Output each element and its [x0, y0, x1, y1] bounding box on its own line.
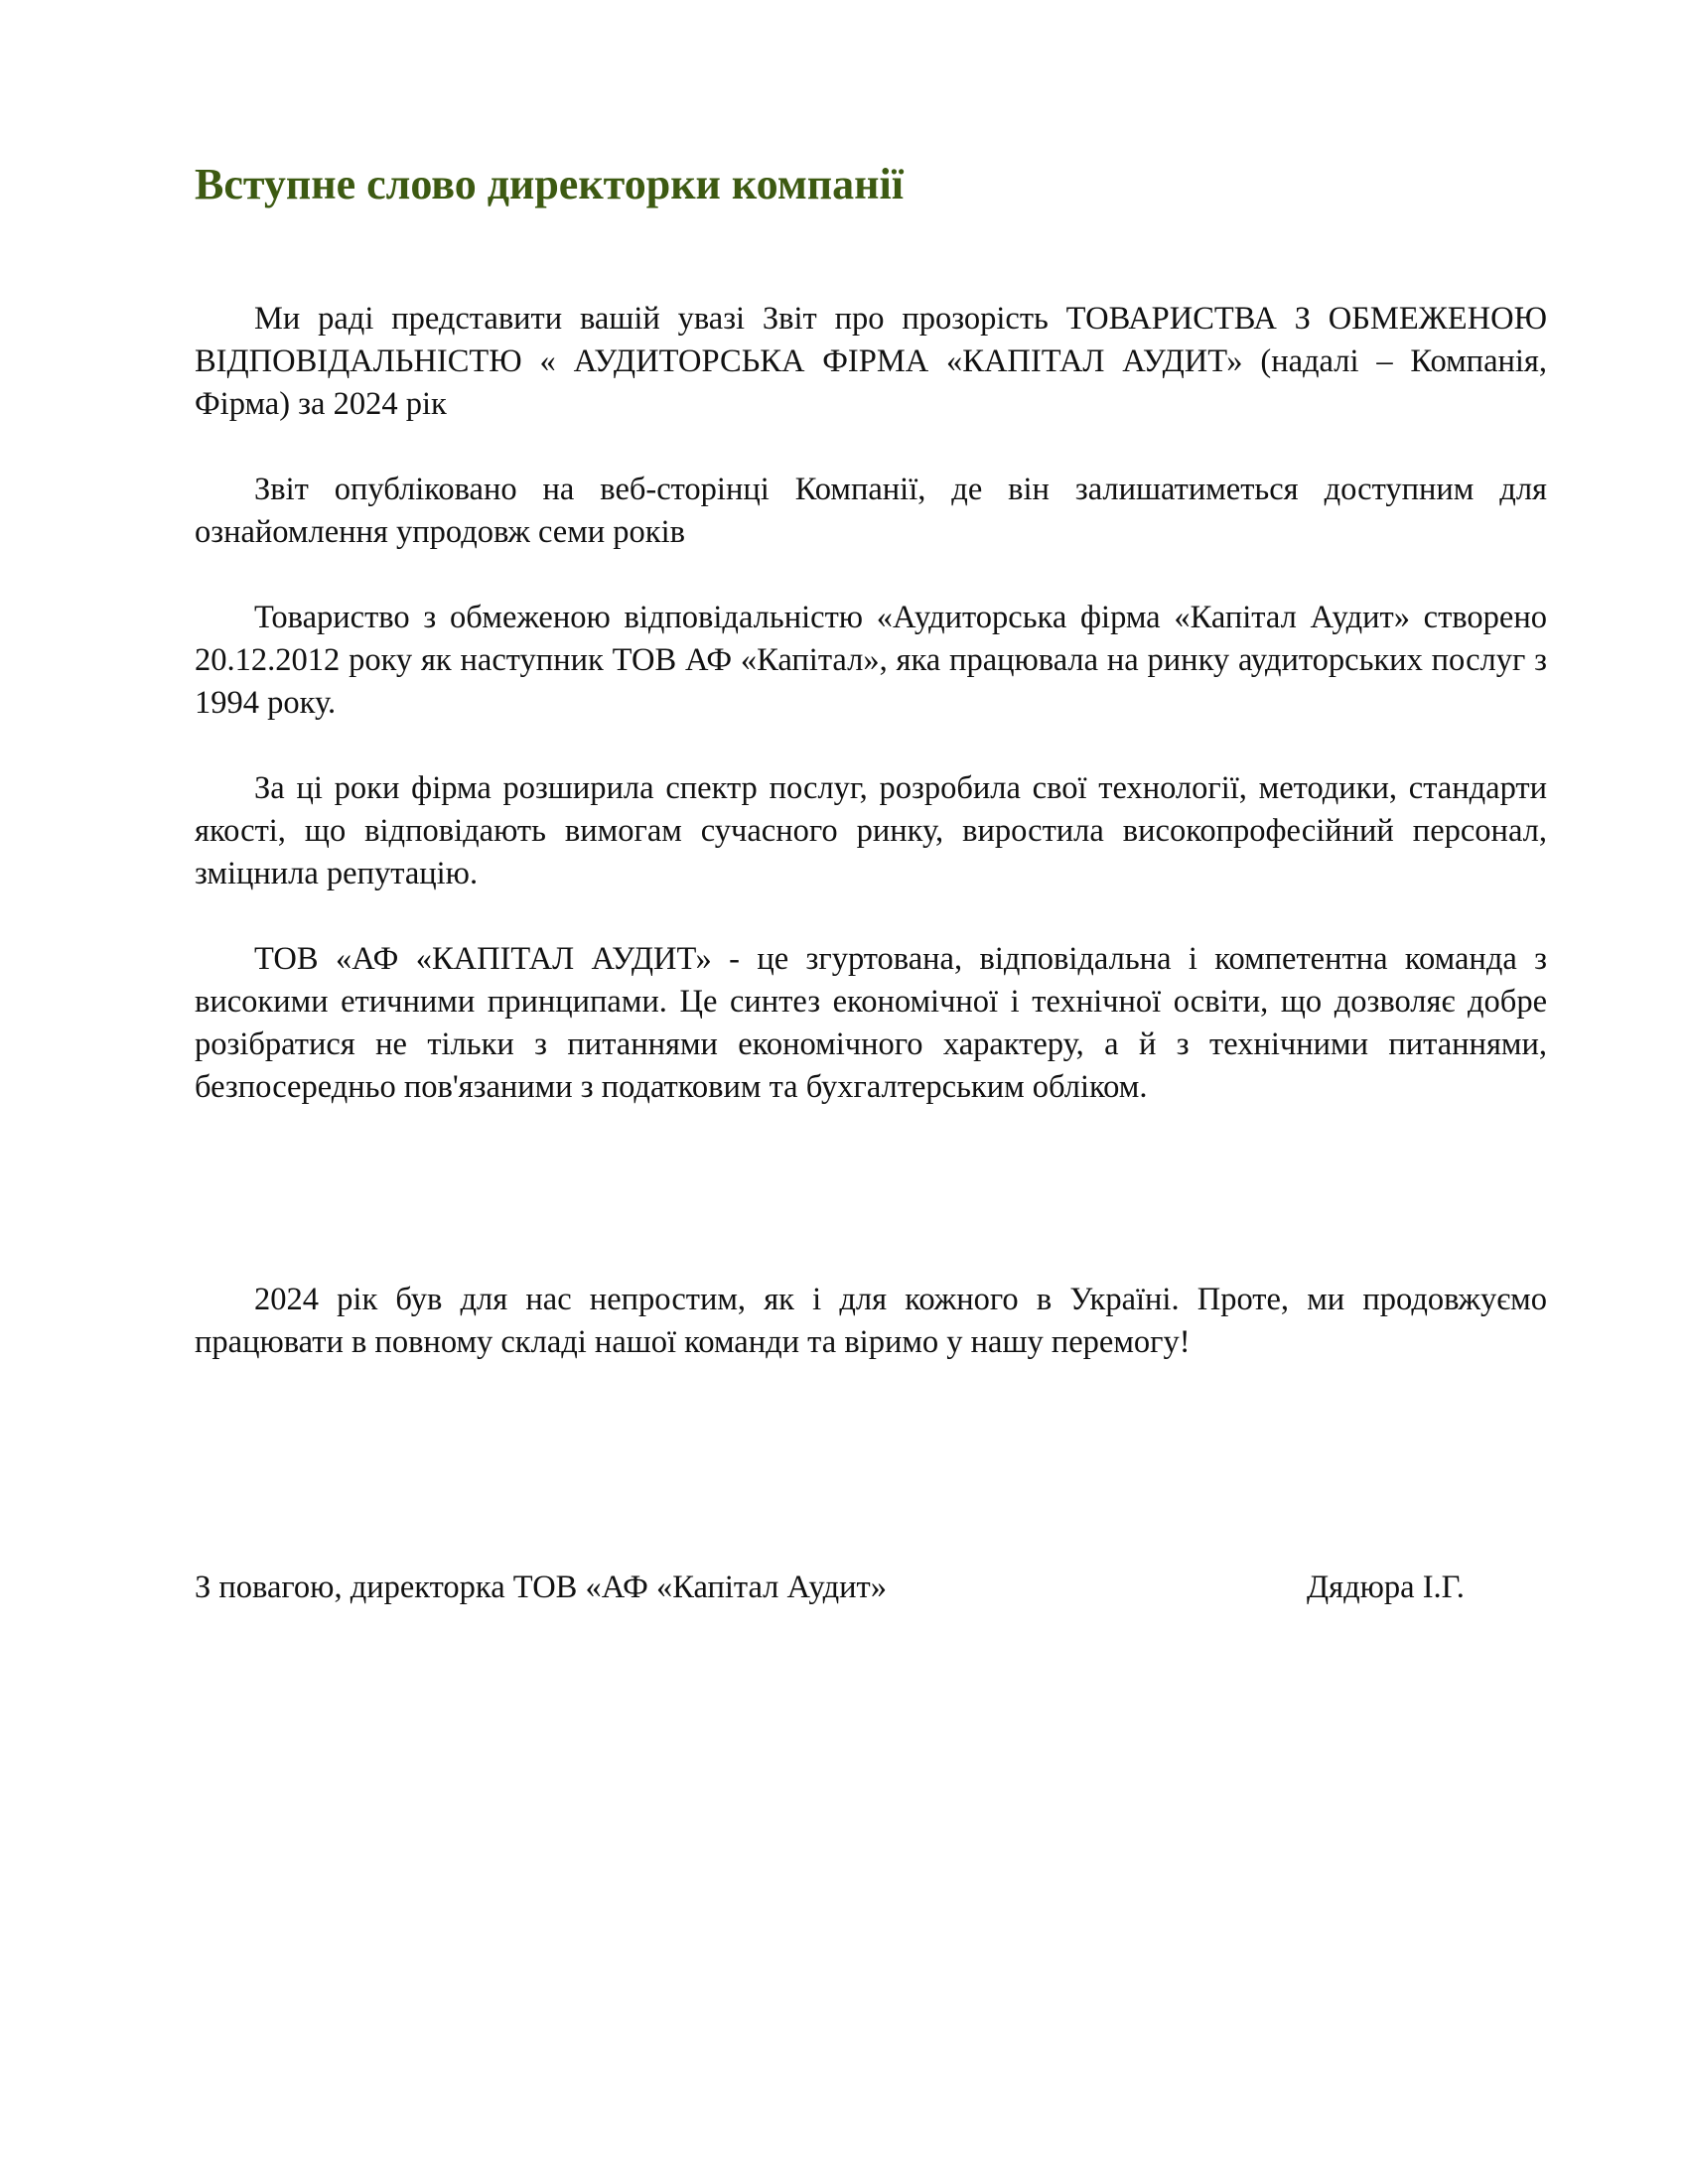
- closing-body: [195, 1279, 1547, 1407]
- paragraph-publication: Звіт опубліковано на веб-сторінці Компанії, де він залишатиметься доступним для ознайомлення упродовж семи років: [195, 472, 1547, 550]
- signature-regards: З повагою, директорка ТОВ «АФ «Капітал Аудит»: [195, 1570, 887, 1605]
- page-title: Вступне слово директорки компанії: [195, 160, 904, 208]
- paragraph-company-history: Товариство з обмеженою відповідальністю «Аудиторська фірма «Капітал Аудит» створено 20.12.2012 року як наступник ТОВ АФ «Капітал», яка працювала на ринку аудиторських послуг з 1994 року.: [195, 600, 1547, 721]
- paragraph-team: ТОВ «АФ «КАПІТАЛ АУДИТ» - це згуртована, відповідальна і компетентна команда з високими етичними принципами. Це синтез економічної і технічної освіти, що дозволяє добре розібратися не тільки з питаннями економічного характеру, а й з технічними питаннями, безпосередньо пов'язаними з податковим та бухгалтерським обліком.: [195, 941, 1547, 1105]
- paragraph-development: За ці роки фірма розширила спектр послуг, розробила свої технології, методики, стандарти якості, що відповідають вимогам сучасного ринку, виростила високопрофесійний персонал, зміцнила репутацію.: [195, 770, 1547, 891]
- signature-name: Дядюра І.Г.: [1307, 1570, 1465, 1605]
- paragraph-report-intro: Ми раді представити вашій увазі Звіт про прозорість ТОВАРИСТВА З ОБМЕЖЕНОЮ ВІДПОВІДАЛЬНІСТЮ « АУДИТОРСЬКА ФІРМА «КАПІТАЛ АУДИТ» (надалі – Компанія, Фірма) за 2024 рік: [195, 301, 1547, 422]
- paragraph-closing: 2024 рік був для нас непростим, як і для кожного в Україні. Проте, ми продовжуємо працювати в повному складі нашої команди та віримо у нашу перемогу!: [195, 1282, 1547, 1360]
- intro-body: [195, 298, 1547, 1152]
